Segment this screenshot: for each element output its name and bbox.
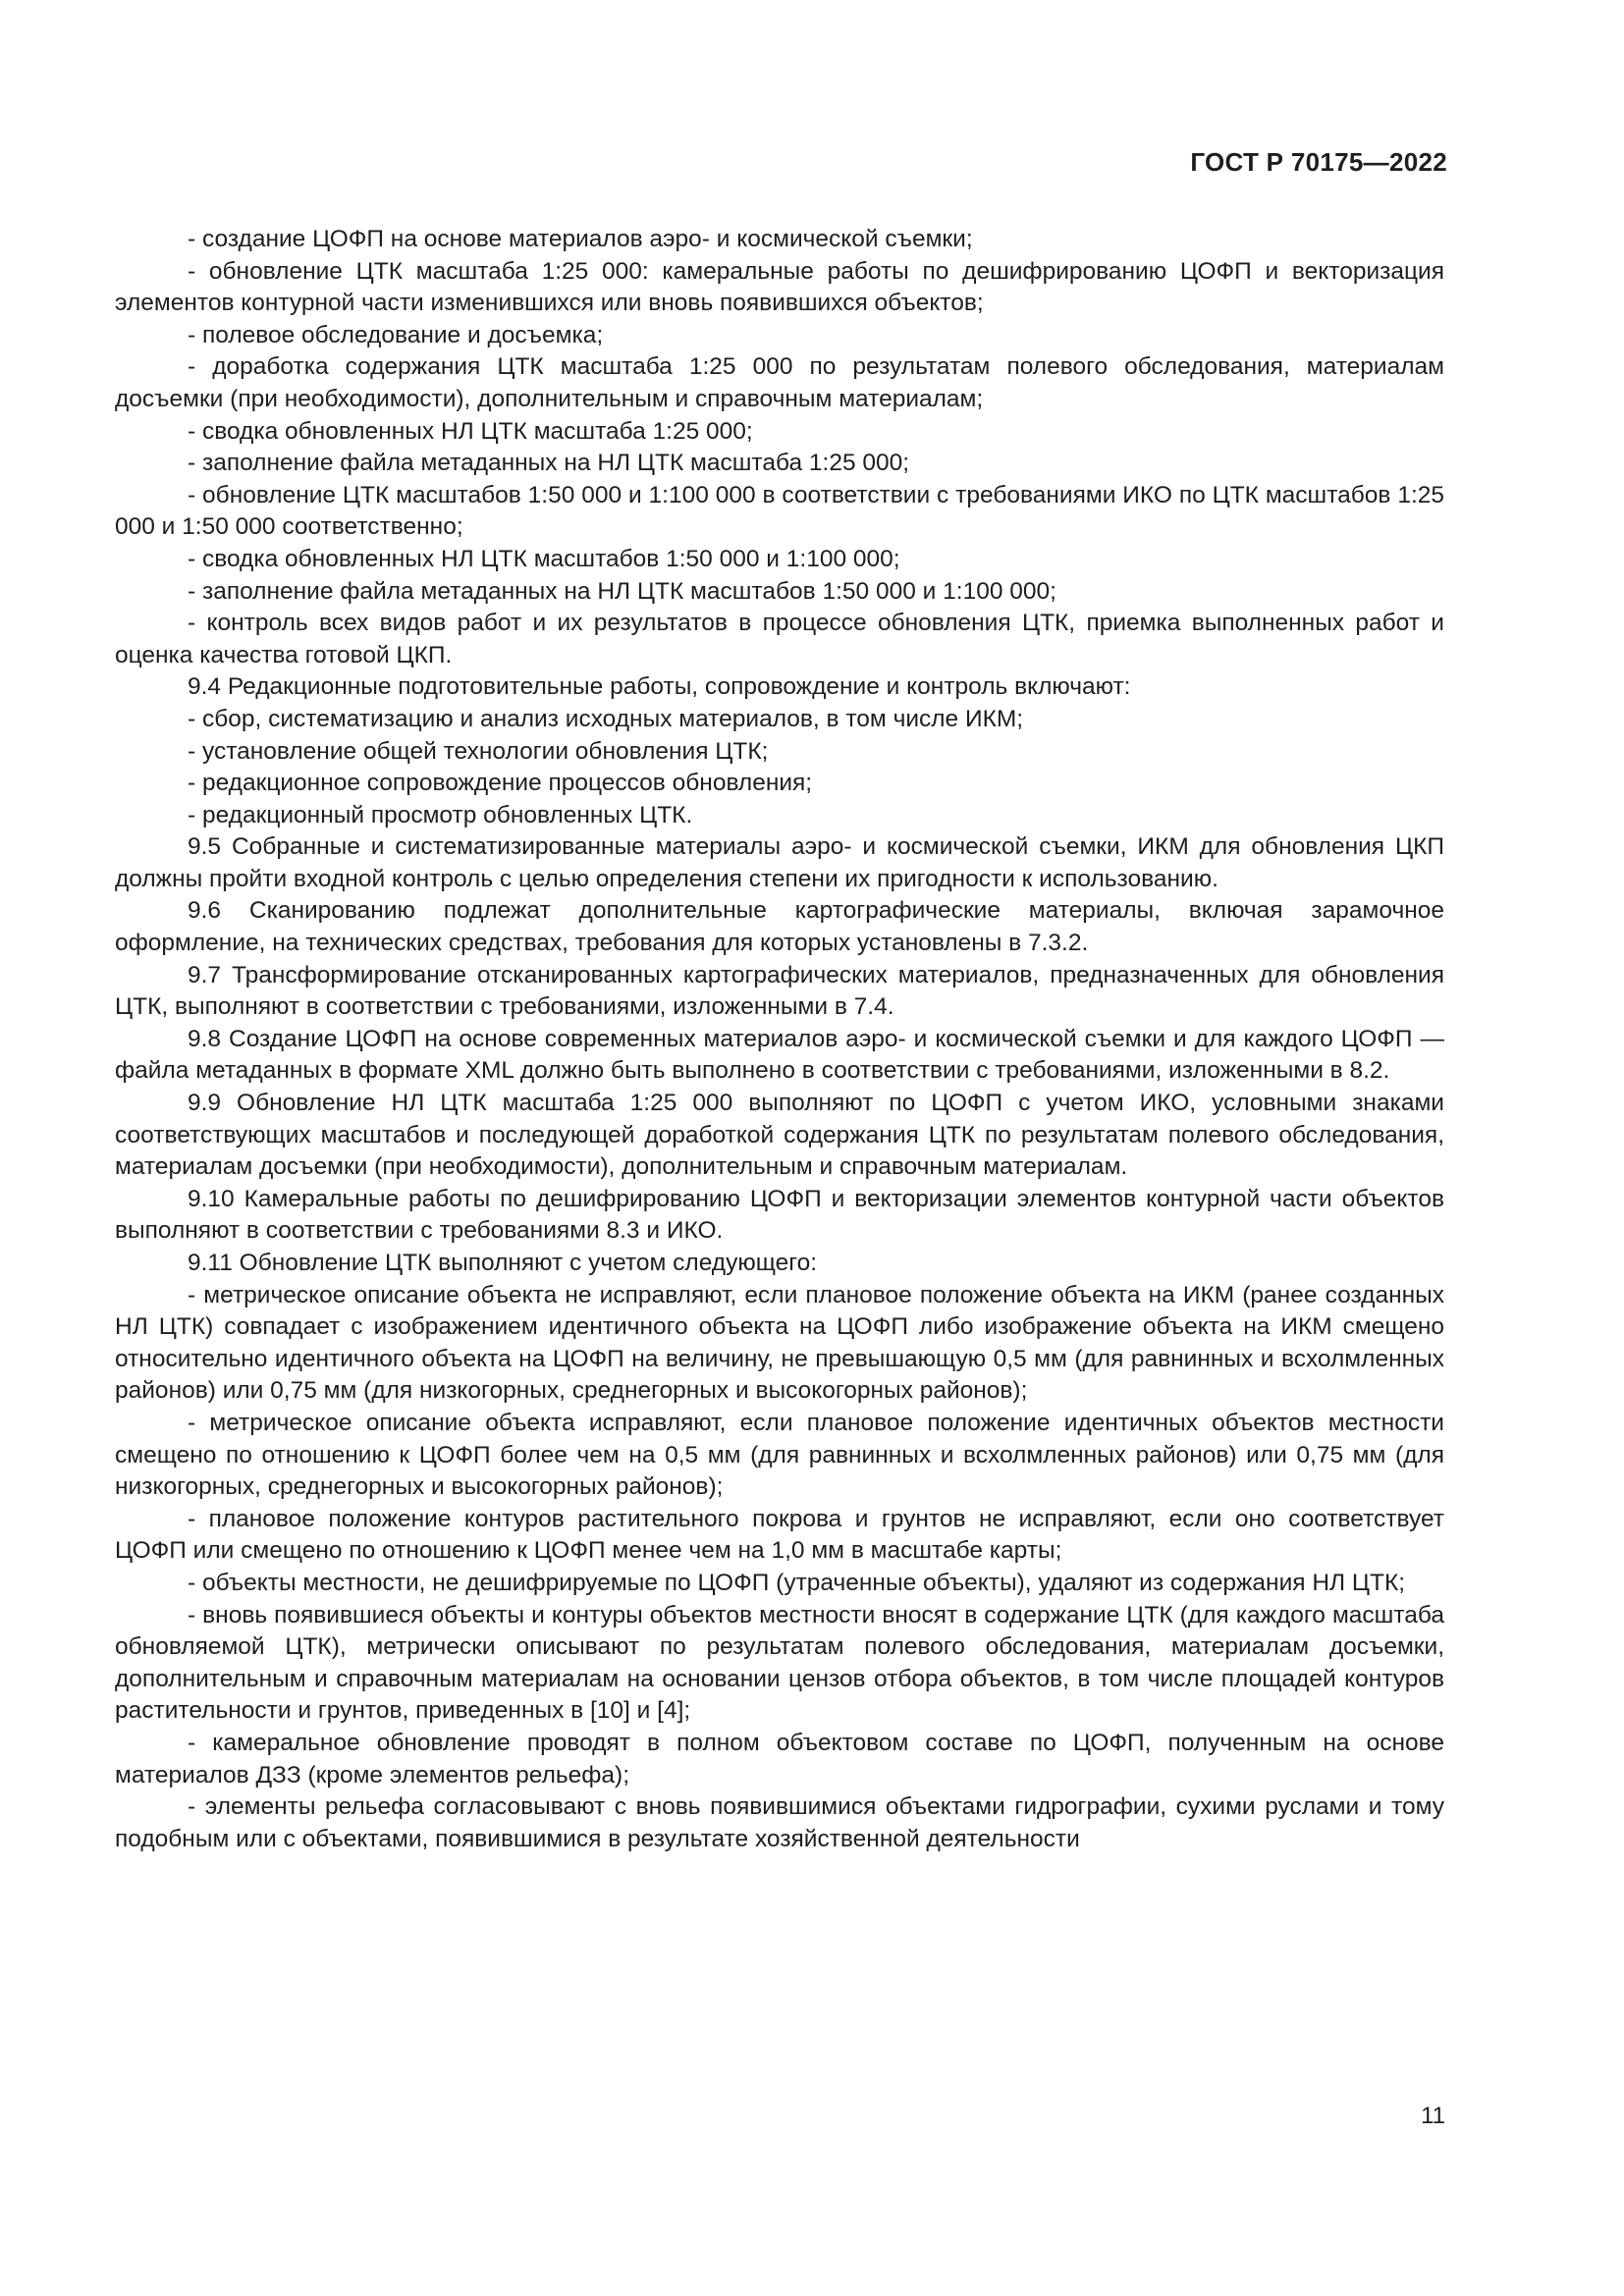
paragraph: - обновление ЦТК масштабов 1:50 000 и 1:100 000 в соответствии с требованиями ИКО по ЦТК масштабов 1:25 000 и 1:50 000 соответственно; [115, 481, 1444, 541]
standard-code-header: ГОСТ Р 70175—2022 [1190, 147, 1447, 177]
paragraph: - сводка обновленных НЛ ЦТК масштабов 1:50 000 и 1:100 000; [188, 545, 900, 572]
paragraph: 9.8 Создание ЦОФП на основе современных материалов аэро- и космической съемки и для каждого ЦОФП — файла метаданных в формате XML должно быть выполнено в соответствии с требованиями, изложенными в 8.2. [115, 1025, 1444, 1085]
paragraph: - объекты местности, не дешифрируемые по ЦОФП (утраченные объекты), удаляют из содержания НЛ ЦТК; [188, 1569, 1406, 1596]
paragraph: - создание ЦОФП на основе материалов аэро- и космической съемки; [188, 226, 973, 252]
paragraph: - сбор, систематизацию и анализ исходных материалов, в том числе ИКМ; [188, 705, 1024, 732]
page-number: 11 [1421, 2103, 1445, 2129]
paragraph: - редакционное сопровождение процессов обновления; [188, 770, 813, 797]
paragraph: - метрическое описание объекта не исправляют, если плановое положение объекта на ИКМ (ранее созданных НЛ ЦТК) совпадает с изображением идентичного объекта на ЦОФП либо изображение объекта на ИКМ смещено относительно идентичного объекта на ЦОФП на величину, не превышающую 0,5 мм (для равнинных и всхолмленных районов) или 0,75 мм (для низкогорных, среднегорных и высокогорных районов); [115, 1281, 1444, 1405]
paragraph: 9.5 Собранные и систематизированные материалы аэро- и космической съемки, ИКМ для обновления ЦКП должны пройти входной контроль с целью определения степени их пригодности к использованию. [115, 833, 1444, 892]
paragraph: 9.6 Сканированию подлежат дополнительные картографические материалы, включая зарамочное оформление, на технических средствах, требования для которых установлены в 7.3.2. [115, 897, 1444, 957]
paragraph: - установление общей технологии обновления ЦТК; [188, 737, 769, 765]
paragraph: - сводка обновленных НЛ ЦТК масштаба 1:25 000; [188, 417, 753, 445]
paragraph: - вновь появившиеся объекты и контуры объектов местности вносят в содержание ЦТК (для каждого масштаба обновляемой ЦТК), метрически описывают по результатам полевого обследования, материалам досъемки, дополнительным и справочным материалам на основании цензов отбора объектов, в том числе площадей контуров растительности и грунтов, приведенных в [10] и [4]; [115, 1601, 1444, 1725]
paragraph: 9.4 Редакционные подготовительные работы, сопровождение и контроль включают: [188, 673, 1131, 701]
paragraph: 9.7 Трансформирование отсканированных картографических материалов, предназначенных для обновления ЦТК, выполняют в соответствии с требованиями, изложенными в 7.4. [115, 961, 1444, 1021]
paragraph: - редакционный просмотр обновленных ЦТК. [188, 801, 693, 828]
paragraph: - полевое обследование и досъемка; [188, 321, 604, 348]
paragraph: - заполнение файла метаданных на НЛ ЦТК масштабов 1:50 000 и 1:100 000; [188, 577, 1056, 605]
paragraph: 9.9 Обновление НЛ ЦТК масштаба 1:25 000 выполняют по ЦОФП с учетом ИКО, условными знаками соответствующих масштабов и последующей доработкой содержания ЦТК по результатам полевого обследования, материалам досъемки (при необходимости), дополнительным и справочным материалам. [115, 1090, 1444, 1181]
paragraph: - контроль всех видов работ и их результатов в процессе обновления ЦТК, приемка выполненных работ и оценка качества готовой ЦКП. [115, 610, 1444, 668]
paragraph: - доработка содержания ЦТК масштаба 1:25 000 по результатам полевого обследования, материалам досъемки (при необходимости), дополнительным и справочным материалам; [115, 353, 1444, 412]
paragraph: - элементы рельефа согласовывают с вновь появившимися объектами гидрографии, сухими руслами и тому подобным или с объектами, появившимися в результате хозяйственной деятельности [115, 1793, 1444, 1852]
paragraph: - обновление ЦТК масштаба 1:25 000: камеральные работы по дешифрированию ЦОФП и векторизация элементов контурной части изменившихся или вновь появившихся объектов; [115, 257, 1444, 317]
paragraph: 9.10 Камеральные работы по дешифрированию ЦОФП и векторизации элементов контурной части объектов выполняют в соответствии с требованиями 8.3 и ИКО. [115, 1185, 1444, 1245]
paragraph: - заполнение файла метаданных на НЛ ЦТК масштаба 1:25 000; [188, 450, 910, 477]
paragraph: - камеральное обновление проводят в полном объектовом составе по ЦОФП, полученным на основе материалов ДЗЗ (кроме элементов рельефа); [115, 1729, 1444, 1789]
paragraph: - метрическое описание объекта исправляют, если плановое положение идентичных объектов местности смещено по отношению к ЦОФП более чем на 0,5 мм (для равнинных и всхолмленных районов) или 0,75 мм (для низкогорных, среднегорных и высокогорных районов); [115, 1409, 1444, 1501]
document-body [115, 224, 1444, 1855]
paragraph: 9.11 Обновление ЦТК выполняют с учетом следующего: [188, 1250, 818, 1276]
paragraph: - плановое положение контуров растительного покрова и грунтов не исправляют, если оно соответствует ЦОФП или смещено по отношению к ЦОФП менее чем на 1,0 мм в масштабе карты; [115, 1505, 1444, 1565]
